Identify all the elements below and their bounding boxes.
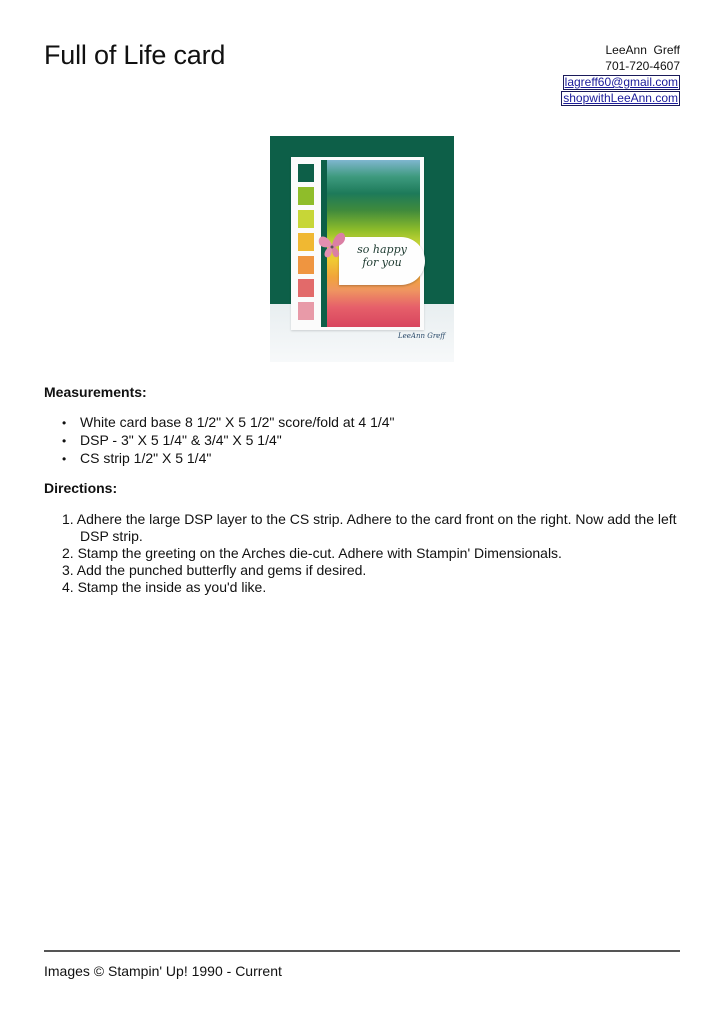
list-item: 1. Adhere the large DSP layer to the CS strip. Adhere to the card front on the right. Now add the left DSP strip.: [62, 511, 677, 544]
contact-name: LeeAnn Greff: [605, 43, 680, 57]
measurements-heading: Measurements:: [44, 384, 147, 400]
butterfly-icon: [315, 227, 349, 261]
list-item: 2. Stamp the greeting on the Arches die-cut. Adhere with Stampin' Dimensionals.: [62, 545, 562, 561]
footer-divider: [44, 950, 680, 952]
list-item: • DSP - 3" X 5 1/4" & 3/4" X 5 1/4": [62, 432, 395, 450]
list-item: 4. Stamp the inside as you'd like.: [62, 579, 267, 595]
signature: LeeAnn Greff: [398, 332, 446, 340]
card-front: [291, 157, 424, 330]
list-item: • White card base 8 1/2" X 5 1/2" score/fold at 4 1/4": [62, 414, 395, 432]
swatch-2: [298, 187, 314, 205]
footer-copyright: Images © Stampin' Up! 1990 - Current: [44, 963, 282, 979]
directions-heading: Directions:: [44, 480, 118, 496]
swatch-7: [298, 302, 314, 320]
swatch-1: [298, 164, 314, 182]
page-title: Full of Life card: [44, 40, 226, 70]
swatch-3: [298, 210, 314, 228]
website-link[interactable]: shopwithLeeAnn.com: [563, 91, 678, 105]
arch-greeting: [339, 237, 425, 285]
list-item: • CS strip 1/2" X 5 1/4": [62, 450, 395, 468]
greeting-text: so happy for you: [357, 243, 407, 269]
contact-block: [561, 42, 680, 106]
contact-phone: 701-720-4607: [605, 59, 680, 73]
directions-list: [62, 511, 682, 596]
swatch-5: [298, 256, 314, 274]
swatch-6: [298, 279, 314, 297]
list-item: 3. Add the punched butterfly and gems if desired.: [62, 562, 367, 578]
card-photo: [270, 136, 454, 362]
measurements-list: [62, 414, 395, 468]
swatch-4: [298, 233, 314, 251]
email-link[interactable]: lagreff60@gmail.com: [564, 75, 678, 89]
